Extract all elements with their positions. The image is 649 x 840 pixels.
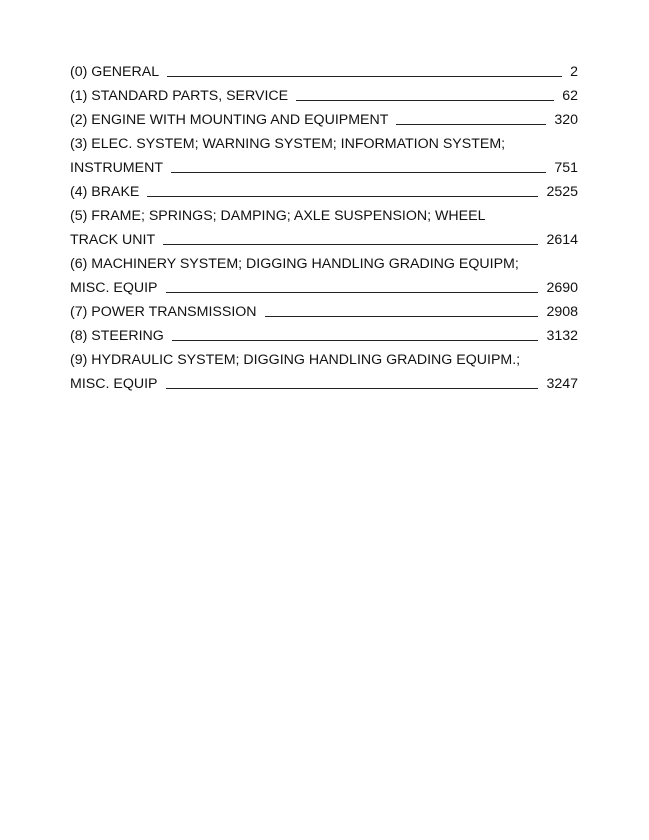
toc-entry-brake[interactable]: [70, 177, 578, 201]
toc-entry-machinery-system[interactable]: [70, 249, 578, 297]
toc-entry-electrical-system[interactable]: [70, 129, 578, 177]
toc-entry-engine[interactable]: [70, 105, 578, 129]
toc-page-number: 751: [554, 160, 578, 176]
toc-entry-hydraulic-system[interactable]: [70, 345, 578, 393]
table-of-contents: [70, 57, 578, 393]
toc-entry-title: (2) ENGINE WITH MOUNTING AND EQUIPMENT: [70, 112, 389, 128]
toc-entry-title-continued: TRACK UNIT: [70, 232, 156, 248]
toc-entry-title: (5) FRAME; SPRINGS; DAMPING; AXLE SUSPENSION; WHEEL: [70, 208, 486, 224]
toc-entry-line: [70, 273, 578, 297]
toc-leader-line: [172, 340, 539, 341]
toc-leader-line: [166, 388, 539, 389]
toc-entry-standard-parts[interactable]: [70, 81, 578, 105]
toc-leader-line: [167, 76, 562, 77]
toc-page-number: 2525: [546, 184, 578, 200]
toc-entry-line: [70, 153, 578, 177]
toc-entry-title: (9) HYDRAULIC SYSTEM; DIGGING HANDLING GRADING EQUIPM.;: [70, 352, 521, 368]
toc-leader-line: [396, 124, 546, 125]
toc-entry-frame[interactable]: [70, 201, 578, 249]
toc-page-number: 2: [570, 64, 578, 80]
toc-entry-line: [70, 201, 578, 225]
toc-entry-line: [70, 345, 578, 369]
toc-leader-line: [265, 316, 539, 317]
toc-leader-line: [166, 292, 539, 293]
toc-entry-title: (6) MACHINERY SYSTEM; DIGGING HANDLING GRADING EQUIPM;: [70, 256, 519, 272]
toc-leader-line: [171, 172, 546, 173]
toc-leader-line: [296, 100, 554, 101]
toc-entry-title: (3) ELEC. SYSTEM; WARNING SYSTEM; INFORMATION SYSTEM;: [70, 136, 506, 152]
toc-page-number: 3247: [546, 376, 578, 392]
toc-page-number: 2908: [546, 304, 578, 320]
toc-entry-title: (0) GENERAL: [70, 64, 160, 80]
toc-page-number: 320: [554, 112, 578, 128]
toc-entry-line: [70, 225, 578, 249]
toc-entry-title: (8) STEERING: [70, 328, 164, 344]
toc-page-number: 3132: [546, 328, 578, 344]
toc-entry-title: (4) BRAKE: [70, 184, 140, 200]
toc-page-number: 2614: [546, 232, 578, 248]
toc-entry-title-continued: INSTRUMENT: [70, 160, 164, 176]
toc-entry-line: [70, 369, 578, 393]
toc-leader-line: [163, 244, 538, 245]
toc-entry-line: [70, 129, 578, 153]
toc-entry-power-transmission[interactable]: [70, 297, 578, 321]
toc-entry-title-continued: MISC. EQUIP: [70, 376, 158, 392]
toc-entry-general[interactable]: [70, 57, 578, 81]
toc-page-number: 2690: [546, 280, 578, 296]
toc-entry-title: (1) STANDARD PARTS, SERVICE: [70, 88, 289, 104]
toc-entry-title: (7) POWER TRANSMISSION: [70, 304, 257, 320]
toc-leader-line: [147, 196, 538, 197]
toc-entry-line: [70, 249, 578, 273]
toc-entry-steering[interactable]: [70, 321, 578, 345]
toc-page-number: 62: [562, 88, 578, 104]
toc-entry-title-continued: MISC. EQUIP: [70, 280, 158, 296]
